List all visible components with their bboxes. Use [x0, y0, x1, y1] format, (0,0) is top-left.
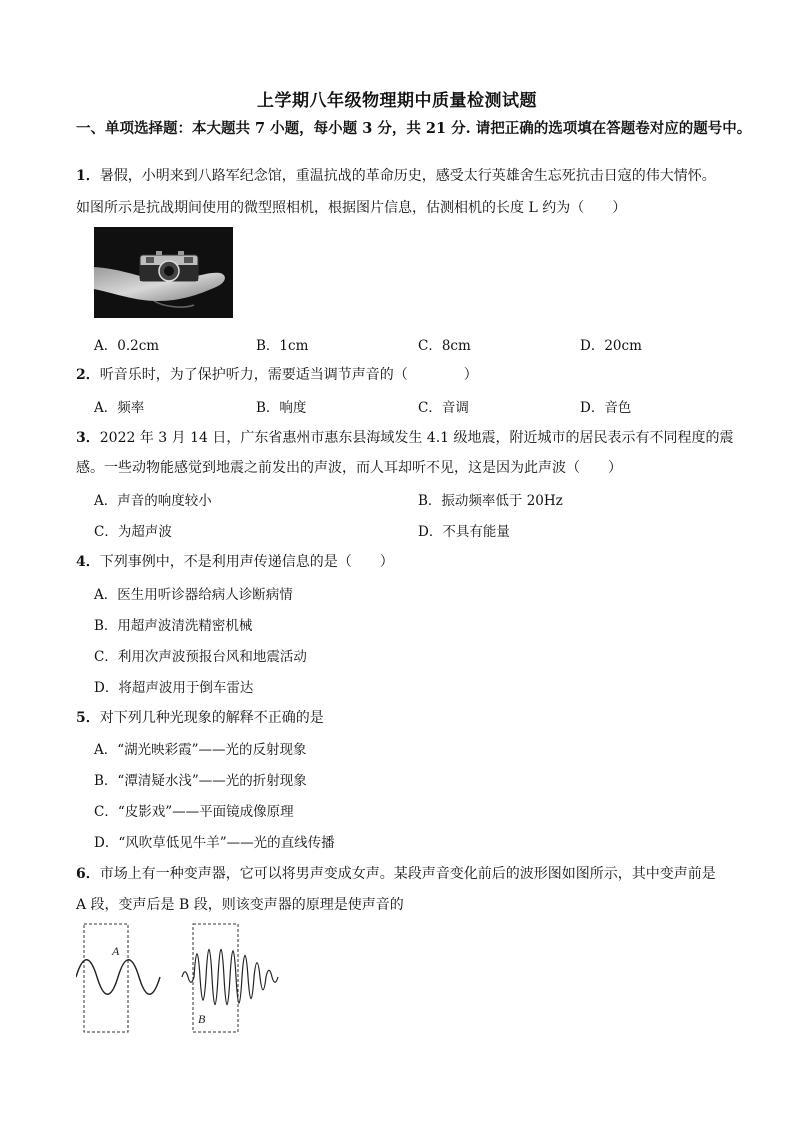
- question-3-line-1: 3．2022 年 3 月 14 日，广东省惠州市惠东县海域发生 4.1 级地震，附近城市的居民表示有不同程度的震: [76, 430, 734, 446]
- question-4-option-d: D．将超声波用于倒车雷达: [94, 680, 254, 696]
- question-4-option-c: C．利用次声波预报台风和地震活动: [94, 649, 307, 665]
- waveform-a: [76, 960, 160, 995]
- section-heading: 一、单项选择题：本大题共 7 小题，每小题 3 分，共 21 分. 请把正确的选项填在答题卷对应的题号中。: [76, 120, 752, 137]
- question-2-option-d: D．音色: [580, 400, 632, 416]
- question-1-option-d: D．20cm: [580, 338, 642, 354]
- question-5-option-c: C．“皮影戏”——平面镜成像原理: [94, 804, 294, 820]
- waveform-b: [182, 949, 278, 1005]
- label-b: B: [198, 1012, 206, 1026]
- question-2-option-b: B．响度: [256, 400, 307, 416]
- question-number: 5．: [76, 710, 100, 726]
- question-1-option-a: A．0.2cm: [94, 338, 160, 354]
- question-4-option-a: A．医生用听诊器给病人诊断病情: [94, 587, 293, 603]
- question-3-option-d: D．不具有能量: [418, 524, 510, 540]
- question-5-line-1: 5．对下列几种光现象的解释不正确的是: [76, 710, 324, 726]
- label-a: A: [112, 944, 120, 958]
- question-4-option-b: B．用超声波清洗精密机械: [94, 618, 253, 634]
- segment-a-box: [84, 924, 128, 1032]
- page-title: 上学期八年级物理期中质量检测试题: [257, 91, 537, 111]
- question-1-line-2: 如图所示是抗战期间使用的微型照相机，根据图片信息，估测相机的长度 L 约为（ ）: [76, 200, 627, 216]
- waveform-figure: [76, 922, 286, 1036]
- question-number: 6．: [76, 866, 100, 882]
- question-5-option-b: B．“潭清疑水浅”——光的折射现象: [94, 773, 307, 789]
- question-2-option-a: A．频率: [94, 400, 145, 416]
- question-6-line-1: 6．市场上有一种变声器，它可以将男声变成女声。某段声音变化前后的波形图如图所示，其中变声前是: [76, 866, 716, 882]
- question-2-option-c: C．音调: [418, 400, 469, 416]
- question-1-option-c: C．8cm: [418, 338, 471, 354]
- question-1-option-b: B．1cm: [256, 338, 309, 354]
- question-3-line-2: 感。一些动物能感觉到地震之前发出的声波，而人耳却听不见，这是因为此声波（ ）: [76, 460, 622, 476]
- question-3-option-c: C．为超声波: [94, 524, 172, 540]
- question-3-option-b: B．振动频率低于 20Hz: [418, 493, 563, 509]
- question-number: 4．: [76, 554, 100, 570]
- question-5-option-d: D．“风吹草低见牛羊”——光的直线传播: [94, 835, 335, 851]
- camera-photo: [94, 227, 233, 318]
- question-number: 1．: [76, 168, 100, 184]
- question-3-option-a: A．声音的响度较小: [94, 493, 212, 509]
- question-1-line-1: 1．暑假，小明来到八路军纪念馆，重温抗战的革命历史，感受太行英雄舍生忘死抗击日寇的伟大情怀。: [76, 168, 716, 184]
- question-4-line-1: 4．下列事例中，不是利用声传递信息的是（ ）: [76, 554, 394, 570]
- question-6-line-2: A 段，变声后是 B 段，则该变声器的原理是使声音的: [76, 897, 404, 913]
- question-2-line-1: 2．听音乐时，为了保护听力，需要适当调节声音的（ ）: [76, 367, 478, 383]
- question-number: 3．: [76, 430, 100, 446]
- question-5-option-a: A．“湖光映彩霞”——光的反射现象: [94, 742, 307, 758]
- question-number: 2．: [76, 367, 100, 383]
